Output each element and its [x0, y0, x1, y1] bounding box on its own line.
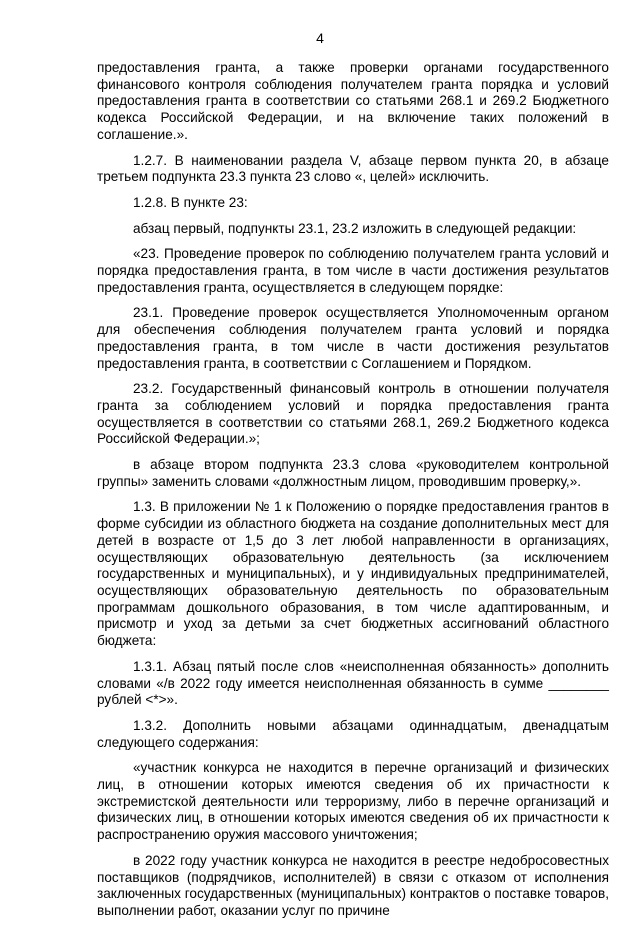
document-body — [97, 60, 609, 929]
paragraph-1-3: 1.3. В приложении № 1 к Положению о порядке предоставления грантов в форме субсидии из областного бюджета на создание дополнительных мест для детей в возрасте от 1,5 до 3 лет любой направленности в организациях, осуществляющих образовательную деятельность (за исключением государственных и муниципальных), и у индивидуальных предпринимателей, осуществляющих образовательную деятельность по образовательным программам дошкольного образования, в том числе адаптированным, и присмотр и уход за детьми за счет бюджетных ассигнований областного бюджета: — [97, 499, 609, 649]
paragraph-v-2022: в 2022 году участник конкурса не находится в реестре недобросовестных поставщиков (подрядчиков, исполнителей) в связи с отказом от исполнения заключенных государственных (муниципальных) контрактов о поставке товаров, выполнении работ, оказании услуг по причине — [97, 852, 609, 918]
page-number: 4 — [316, 30, 324, 46]
paragraph-23: «23. Проведение проверок по соблюдению получателем гранта условий и порядка предоставления гранта, в том числе в части достижения результатов предоставления гранта, осуществляется в следующем порядке: — [97, 246, 609, 295]
paragraph-abzac-perviy: абзац первый, подпункты 23.1, 23.2 изложить в следующей редакции: — [133, 220, 577, 236]
paragraph-1-2-8: 1.2.8. В пункте 23: — [133, 194, 248, 210]
paragraph-1-3-2: 1.3.2. Дополнить новыми абзацами одиннадцатым, двенадцатым следующего содержания: — [97, 717, 609, 750]
paragraph-23-2: 23.2. Государственный финансовый контроль в отношении получателя гранта за соблюдением условий и порядка предоставления гранта осуществляется в соответствии со статьями 268.1, 269.2 Бюджетного кодекса Российской Федерации.»; — [97, 381, 609, 447]
paragraph-continuation: предоставления гранта, а также проверки органами государственного финансового контроля соблюдения получателем гранта порядка и условий предоставления гранта в соответствии со статьями 268.1 и 269.2 Бюджетного кодекса Российской Федерации, и на включение таких положений в соглашение.». — [97, 60, 609, 142]
paragraph-1-2-7: 1.2.7. В наименовании раздела V, абзаце первом пункта 20, в абзаце третьем подпункта 23.3 пункта 23 слово «, целей» исключить. — [97, 152, 609, 185]
paragraph-1-3-1: 1.3.1. Абзац пятый после слов «неисполненная обязанность» дополнить словами «/в 2022 году имеется неисполненная обязанность в сумме ________ рублей <*>». — [97, 658, 609, 708]
paragraph-abzac-vtorom: в абзаце втором подпункта 23.3 слова «руководителем контрольной группы» заменить словами «должностным лицом, проводившим проверку,». — [97, 457, 609, 489]
paragraph-23-1: 23.1. Проведение проверок осуществляется Уполномоченным органом для обеспечения соблюдения получателем гранта условий и порядка предоставления гранта, в том числе в части достижения результатов предоставления гранта, в соответствии с Соглашением и Порядком. — [97, 305, 609, 371]
paragraph-uchastnik: «участник конкурса не находится в перечне организаций и физических лиц, в отношении которых имеются сведения об их причастности к экстремистской деятельности или терроризму, либо в перечне организаций и физических лиц, в отношении которых имеются сведения об их причастности к распространению оружия массового уничтожения; — [97, 760, 609, 843]
